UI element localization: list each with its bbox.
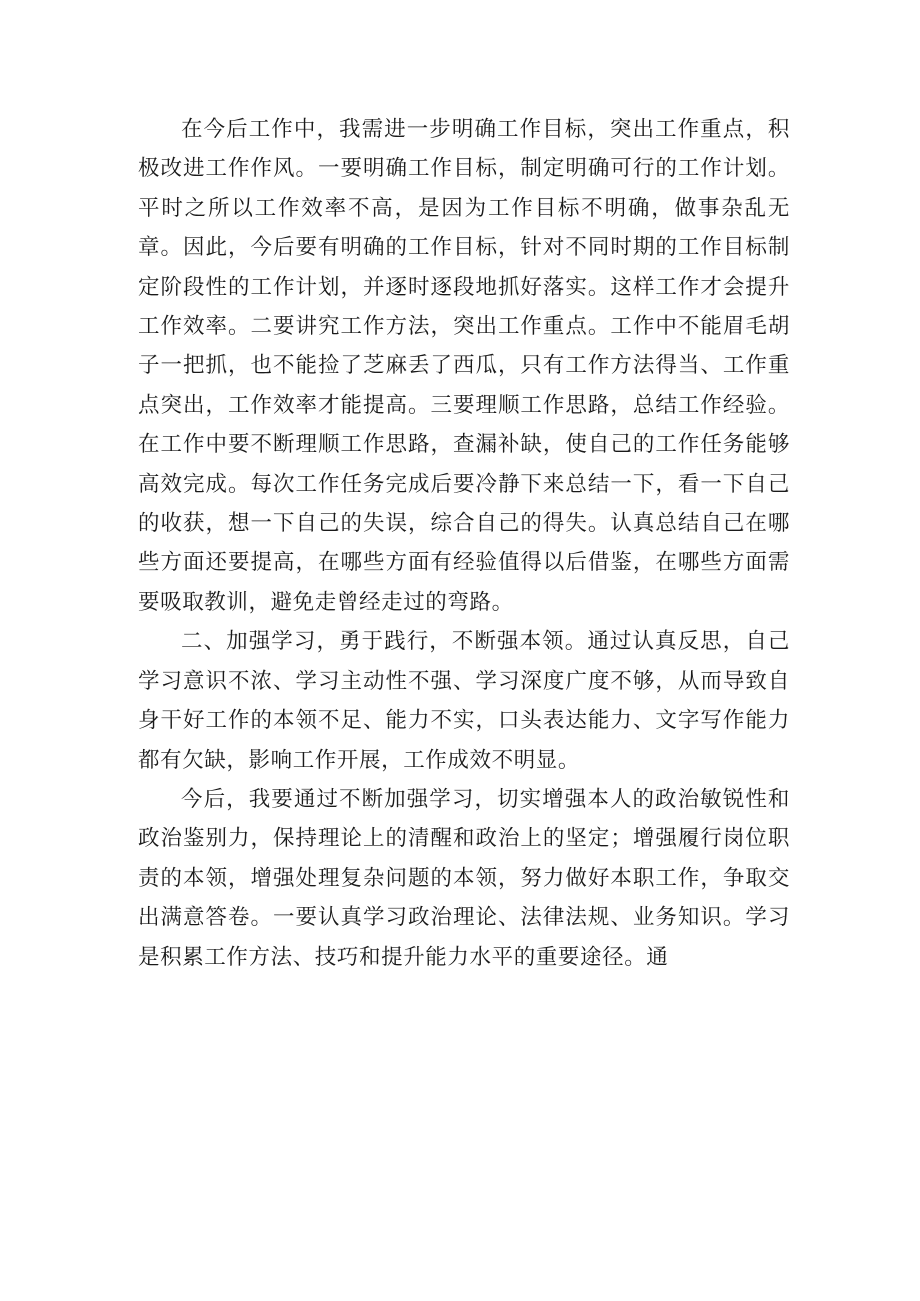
document-body [138, 110, 790, 977]
paragraph-future-study: 今后，我要通过不断加强学习，切实增强本人的政治敏锐性和政治鉴别力，保持理论上的清醒和政治上的坚定；增强履行岗位职责的本领，增强处理复杂问题的本领，努力做好本职工作，争取交出满意答卷。一要认真学习政治理论、法律法规、业务知识。学习是积累工作方法、技巧和提升能力水平的重要途径。通 [138, 786, 790, 970]
paragraph-strengthen-learning: 二、加强学习，勇于践行，不断强本领。通过认真反思，自己学习意识不浓、学习主动性不强、学习深度广度不够，从而导致自身干好工作的本领不足、能力不实，口头表达能力、文字写作能力都有欠缺，影响工作开展，工作成效不明显。 [138, 629, 790, 773]
paragraph-work-goals: 在今后工作中，我需进一步明确工作目标，突出工作重点，积极改进工作作风。一要明确工作目标，制定明确可行的工作计划。平时之所以工作效率不高，是因为工作目标不明确，做事杂乱无章。因此，今后要有明确的工作目标，针对不同时期的工作目标制定阶段性的工作计划，并逐时逐段地抓好落实。这样工作才会提升工作效率。二要讲究工作方法，突出工作重点。工作中不能眉毛胡子一把抓，也不能捡了芝麻丢了西瓜，只有工作方法得当、工作重点突出，工作效率才能提高。三要理顺工作思路，总结工作经验。在工作中要不断理顺工作思路，查漏补缺，使自己的工作任务能够高效完成。每次工作任务完成后要冷静下来总结一下，看一下自己的收获，想一下自己的失误，综合自己的得失。认真总结自己在哪些方面还要提高，在哪些方面有经验值得以后借鉴，在哪些方面需要吸取教训，避免走曾经走过的弯路。 [138, 117, 790, 615]
